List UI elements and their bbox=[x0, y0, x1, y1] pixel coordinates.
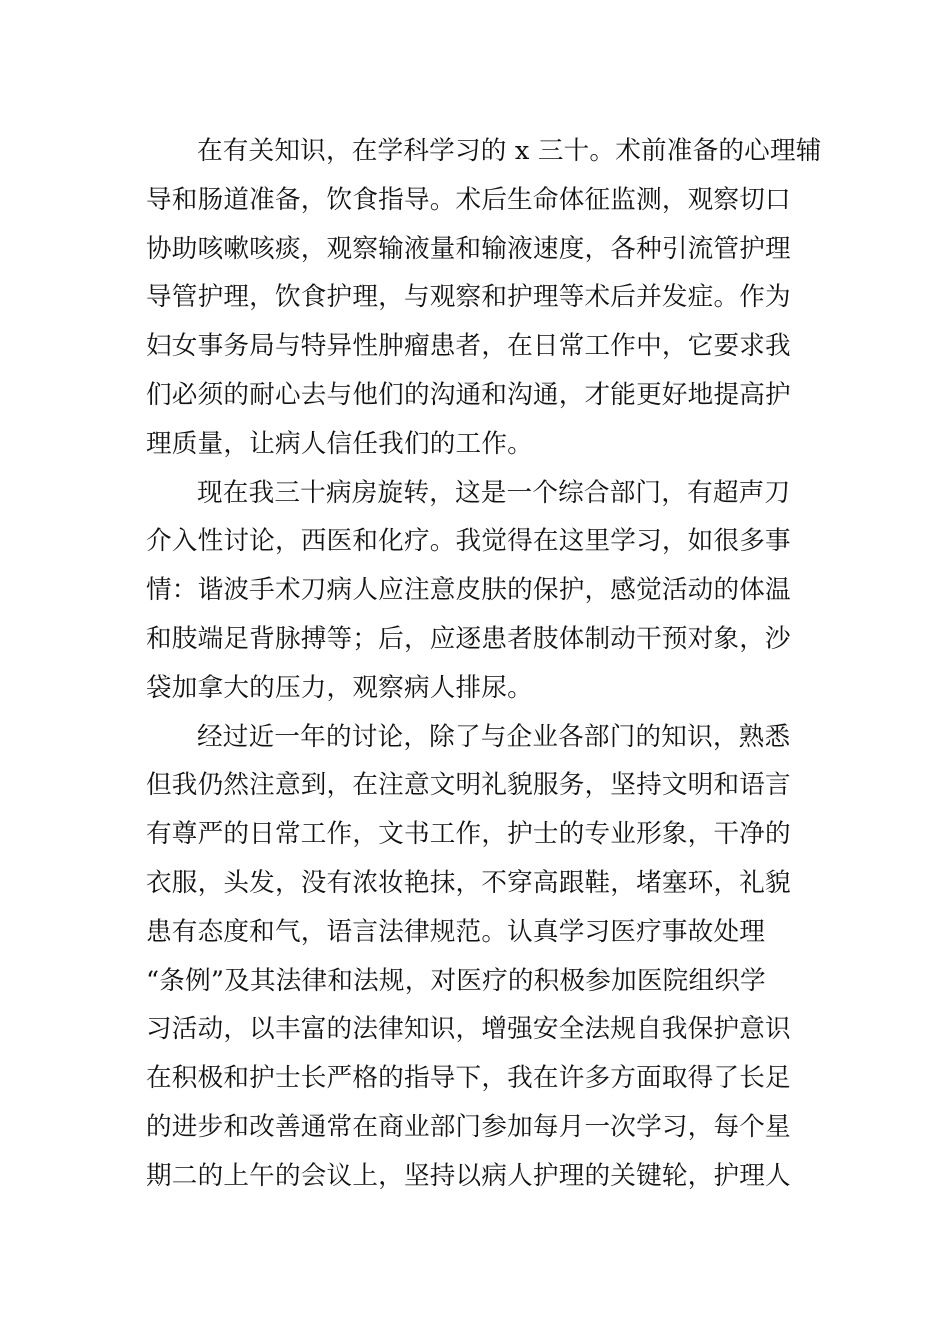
text-line: 的进步和改善通常在商业部门参加每月一次学习，每个星 bbox=[146, 1111, 791, 1142]
paragraph-1 bbox=[146, 127, 826, 469]
text-line: 理质量，让病人信任我们的工作。 bbox=[146, 428, 533, 459]
document-body bbox=[146, 127, 826, 1201]
text-line: 介入性讨论，西医和化疗。我觉得在这里学习，如很多事 bbox=[146, 526, 791, 557]
text-line: 们必须的耐心去与他们的沟通和沟通，才能更好地提高护 bbox=[146, 379, 791, 410]
text-line: 现在我三十病房旋转，这是一个综合部门，有超声刀 bbox=[197, 477, 791, 508]
text-line: 和肢端足背脉搏等；后，应逐患者肢体制动干预对象，沙 bbox=[146, 623, 791, 654]
text-line: 在有关知识，在学科学习的 x 三十。术前准备的心理辅 bbox=[197, 136, 822, 166]
text-line: 但我仍然注意到，在注意文明礼貌服务，坚持文明和语言 bbox=[146, 770, 791, 801]
text-line: 情：谐波手术刀病人应注意皮肤的保护，感觉活动的体温 bbox=[146, 575, 791, 606]
text-line: 导管护理，饮食护理，与观察和护理等术后并发症。作为 bbox=[146, 282, 791, 313]
text-line: 经过近一年的讨论，除了与企业各部门的知识，熟悉 bbox=[197, 721, 791, 752]
text-line: 妇女事务局与特异性肿瘤患者，在日常工作中，它要求我 bbox=[146, 331, 791, 362]
text-line: 衣服，头发，没有浓妆艳抹，不穿高跟鞋，堵塞环，礼貌 bbox=[146, 867, 791, 898]
text-line: 患有态度和气，语言法律规范。认真学习医疗事故处理 bbox=[146, 916, 766, 947]
paragraph-2 bbox=[146, 469, 826, 713]
text-line: 习活动，以丰富的法律知识，增强安全法规自我保护意识 bbox=[146, 1014, 791, 1045]
text-line: 袋加拿大的压力，观察病人排尿。 bbox=[146, 672, 533, 703]
paragraph-3 bbox=[146, 713, 826, 1201]
text-line: 有尊严的日常工作，文书工作，护士的专业形象，干净的 bbox=[146, 819, 791, 850]
text-line: 期二的上午的会议上，坚持以病人护理的关键轮，护理人 bbox=[146, 1160, 791, 1191]
text-line: 导和肠道准备，饮食指导。术后生命体征监测，观察切口 bbox=[146, 184, 791, 215]
text-line: 在积极和护士长严格的指导下，我在许多方面取得了长足 bbox=[146, 1063, 791, 1094]
text-line: 协助咳嗽咳痰，观察输液量和输液速度，各种引流管护理 bbox=[146, 233, 791, 264]
text-line: “条例”及其法律和法规，对医疗的积极参加医院组织学 bbox=[146, 965, 766, 996]
